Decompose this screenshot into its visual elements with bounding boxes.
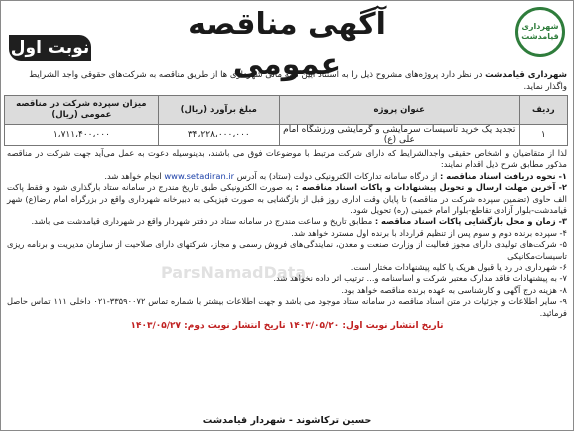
municipality-logo (515, 7, 565, 57)
projects-table (4, 95, 568, 146)
mayor-signature: حسین ترکاشوند - شهردار قیامدشت (202, 415, 372, 426)
header-row-number: ردیف (519, 96, 567, 125)
item-2-label: ۲- آخرین مهلت ارسال و تحویل پیشنهادات و پاکات اسناد مناقصه : (295, 182, 567, 193)
item-2-text: به صورت الکترونیکی طبق تاریخ مندرج در سامانه ستاد بارگذاری شود و فقط پاکت الف حاوی (تضمین سپرده شرکت در مناقصه) تا پایان وقت اداری روز قبل از بازگشایی به صورت فیزیکی به دبیرخانه شهرداری واقع در بزرگراه امام رضا(ع) شهر قیامدشت-بلوار آزادی تقاطع-بلوار امام خمینی (ره) تحویل شود. (7, 182, 567, 216)
notice-title: آگهی مناقصه عمومی (188, 7, 386, 82)
watermark: ParsNamadData (161, 263, 307, 282)
item-1-label: ۱- نحوه دریافت اسناد مناقصه : (440, 170, 567, 181)
item-9: ۹- سایر اطلاعات و جزئیات در متن اسناد مناقصه در سامانه ستاد موجود می باشد و جهت اطلاعات بیشتر با شماره تماس ۳۳۵۹۰۰۷۲-۰۲۱ داخلی ۱۱۱ تماس حاصل فرمائید. (7, 296, 567, 318)
header-project-title: عنوان پروژه (279, 96, 519, 125)
header-deposit-amount: میزان سپرده شرکت در مناقصه عمومی (ریال) (5, 96, 159, 125)
first-round-badge: نوبت اول (9, 35, 91, 61)
item-1-tail: انجام خواهد شد. (104, 170, 165, 181)
item-5: ۵- شرکت‌های تولیدی دارای مجوز فعالیت از وزارت صنعت و معدن، نمایندگی‌های فروش رسمی و مجاز، شرکتهای دارای صلاحیت از سازمان مدیریت و برنامه ریزی تاسیسات‌مکانیکی (7, 239, 567, 261)
table-header-row (5, 96, 568, 125)
header-estimate-amount: مبلغ برآورد (ریال) (158, 96, 279, 125)
item-8: ۸- هزینه درج آگهی و کارشناسی به عهده برنده مناقصه خواهد بود. (341, 284, 567, 295)
intro-municipality: شهرداری قیامدشت (485, 70, 567, 80)
cell-project-title: تجدید یک خرید تاسیسات سرمایشی و گرمایشی ورزشگاه امام علی (ع) (279, 125, 519, 146)
item-4: ۴- سپرده برنده دوم و سوم پس از تنظیم قرارداد با برنده اول مسترد خواهد شد. (291, 227, 567, 238)
item-1-text: از درگاه سامانه تدارکات الکترونیکی دولت (ستاد) به آدرس (236, 170, 440, 181)
item-6: ۶- شهرداری در رد یا قبول هریک یا کلیه پیشنهادات مختار است. (350, 262, 567, 273)
logo-text: شهرداری قیامدشت (521, 22, 559, 41)
notice-body (7, 148, 567, 319)
table-row (5, 125, 568, 146)
item-7: ۷- به پیشنهادات فاقد مدارک معتبر شرکت و اساسنامه و... ترتیب اثر داده نخواهد شد. (273, 273, 567, 284)
cell-estimate-amount: ۳۴،۲۲۸،۰۰۰،۰۰۰ (158, 125, 279, 146)
item-2 (7, 182, 567, 216)
intro-text: در نظر دارد پروژه‌های مشروح ذیل را به استناد آیین نامه مالی شهرداری ها از طریق مناقصه به شرکت‌های حقوقی واجد الشرایط واگذار نماید. (29, 70, 567, 92)
item-3-label: ۳- زمان و محل بازگشایی پاکات اسناد مناقصه : (374, 216, 567, 227)
item-3 (7, 216, 567, 227)
item-3-text: مطابق تاریخ و ساعت مندرج در سامانه ستاد در دفتر شهردار واقع در شهرداری قیامدشت می باشد. (31, 216, 375, 227)
cell-row-number: ۱ (519, 125, 567, 146)
item-1 (7, 171, 567, 182)
lead-paragraph: لذا از متقاضیان و اشخاص حقیقی واجدالشرایط که دارای شرکت مرتبط با موضوعات فوق می باشند، بدینوسیله دعوت به عمل می‌آید جهت شرکت در مناقصه مذکور مطابق شرح ذیل اقدام نمایند: (7, 148, 567, 170)
publication-dates: تاریخ انتشار نوبت اول: ۱۴۰۳/۰۵/۲۰ تاریخ انتشار نوبت دوم: ۱۴۰۳/۰۵/۲۷ (130, 321, 444, 332)
setad-url-link[interactable]: www.setadiran.ir (164, 170, 235, 181)
cell-deposit-amount: ۱،۷۱۱،۴۰۰،۰۰۰ (5, 125, 159, 146)
